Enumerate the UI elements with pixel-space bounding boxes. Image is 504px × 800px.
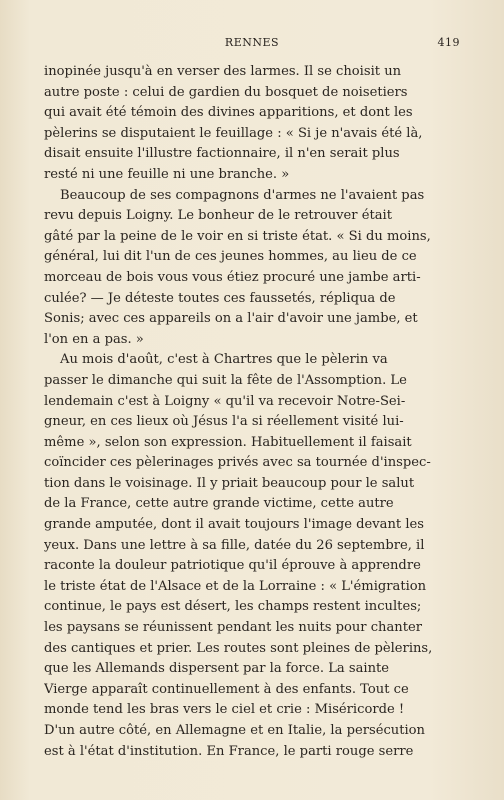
text-line: continue, le pays est désert, les champs restent incultes; [44, 599, 422, 615]
text-line: Sonis; avec ces appareils on a l'air d'avoir une jambe, et [44, 311, 418, 327]
text-line: revu depuis Loigny. Le bonheur de le retrouver était [44, 208, 392, 224]
text-line: yeux. Dans une lettre à sa fille, datée du 26 septembre, il [44, 537, 425, 553]
text-line: grande amputée, dont il avait toujours l'image devant les [44, 517, 425, 533]
text-line: gneur, en ces lieux où Jésus l'a si réellement visité lui- [44, 414, 404, 430]
text-line: autre poste : celui de gardien du bosquet de noisetiers [44, 84, 408, 100]
text-line: Au mois d'août, c'est à Chartres que le pèlerin va [60, 352, 388, 368]
text-line: même », selon son expression. Habituellement il faisait [44, 434, 412, 450]
text-line: resté ni une feuille ni une branche. » [44, 166, 290, 182]
page-number: 419 [437, 36, 460, 49]
running-title: RENNES [224, 36, 280, 49]
text-line: les paysans se réunissent pendant les nuits pour chanter [44, 620, 422, 636]
text-line: culée? — Je déteste toutes ces faussetés, répliqua de [44, 290, 396, 306]
text-line: coïncider ces pèlerinages privés avec sa tournée d'inspec- [44, 455, 431, 471]
text-line: gâté par la peine de le voir en si triste état. « Si du moins, [44, 228, 431, 244]
text-line: de la France, cette autre grande victime, cette autre [44, 496, 394, 512]
text-line: des cantiques et prier. Les routes sont pleines de pèlerins, [44, 640, 433, 656]
page-header [44, 36, 460, 52]
text-line: le triste état de l'Alsace et de la Lorraine : « L'émigration [44, 578, 427, 594]
text-line: inopinée jusqu'à en verser des larmes. Il se choisit un [44, 64, 402, 79]
text-line: que les Allemands dispersent par la force. La sainte [44, 661, 390, 677]
text-line: qui avait été témoin des divines apparitions, et dont les [44, 105, 413, 121]
body-text [44, 62, 464, 762]
text-line: Vierge apparaît continuellement à des enfants. Tout ce [44, 681, 409, 697]
text-line: raconte la douleur patriotique qu'il éprouve à apprendre [44, 558, 421, 574]
text-line: D'un autre côté, en Allemagne et en Italie, la persécution [44, 723, 425, 738]
text-line: lendemain c'est à Loigny « qu'il va recevoir Notre-Sei- [44, 393, 406, 409]
text-line: morceau de bois vous vous étiez procuré une jambe arti- [44, 269, 421, 285]
text-line: est à l'état d'institution. En France, le parti rouge serre [44, 743, 414, 759]
text-line: tion dans le voisinage. Il y priait beaucoup pour le salut [44, 475, 415, 491]
text-line: passer le dimanche qui suit la fête de l'Assomption. Le [44, 372, 407, 388]
text-line: Beaucoup de ses compagnons d'armes ne l'avaient pas [60, 187, 425, 203]
text-line: monde tend les bras vers le ciel et crie : Miséricorde ! [44, 702, 405, 718]
text-line: général, lui dit l'un de ces jeunes hommes, au lieu de ce [44, 249, 417, 265]
text-line: pèlerins se disputaient le feuillage : « Si je n'avais été là, [44, 125, 423, 141]
text-line: disait ensuite l'illustre factionnaire, il n'en serait plus [44, 146, 400, 162]
text-line: l'on en a pas. » [44, 331, 144, 347]
